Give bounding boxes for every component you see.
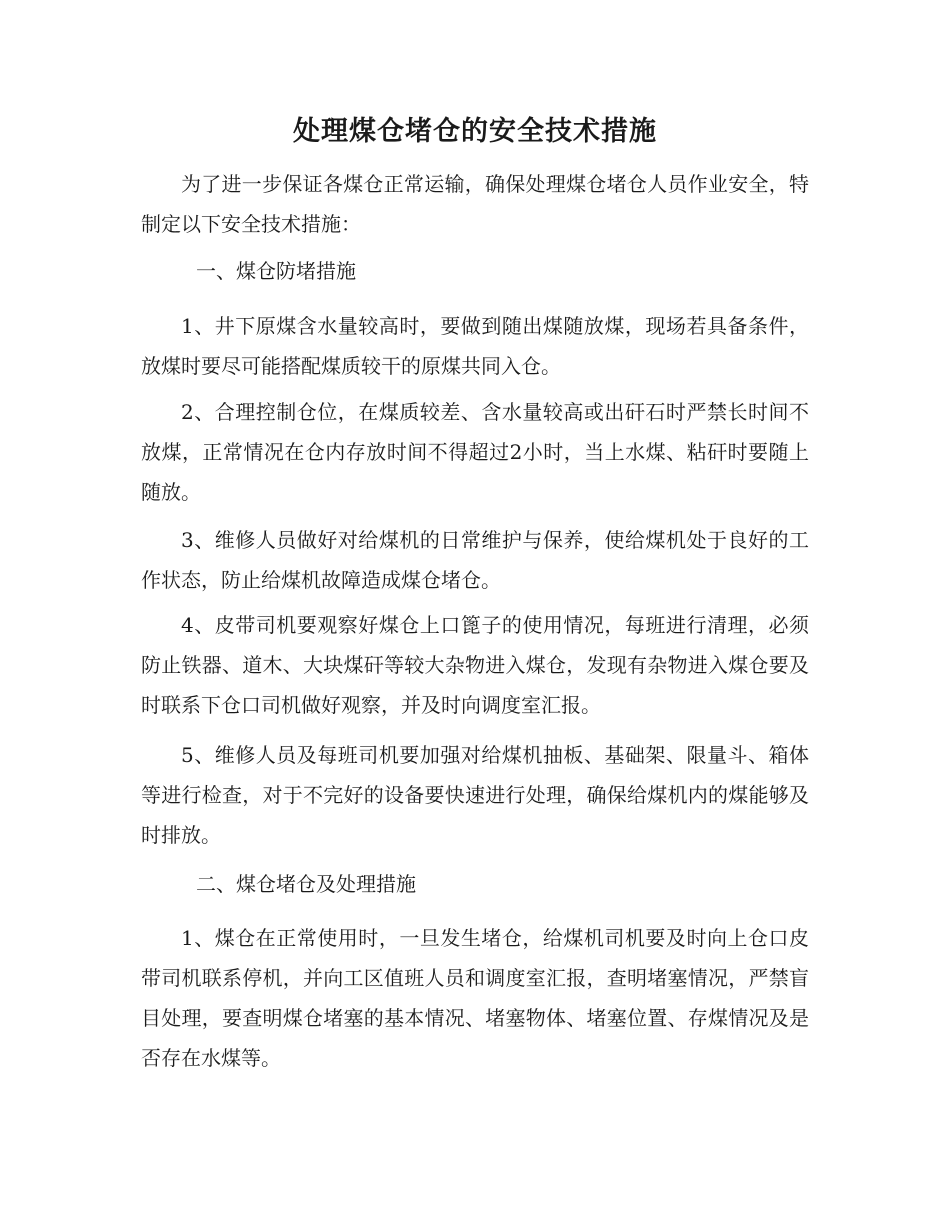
document-title: 处理煤仓堵仓的安全技术措施 — [293, 116, 657, 147]
list-item: 5、维修人员及每班司机要加强对给煤机抽板、基础架、限量斗、箱体等进行检查，对于不完好的设备要快速进行处理，确保给煤机内的煤能够及时排放。 — [141, 743, 809, 847]
list-item: 2、合理控制仓位，在煤质较差、含水量较高或出矸石时严禁长时间不放煤，正常情况在仓内存放时间不得超过2小时，当上水煤、粘矸时要随上随放。 — [141, 400, 809, 504]
intro-block — [141, 164, 809, 244]
section-heading-2: 二、煤仓堵仓及处理措施 — [196, 872, 416, 896]
section-heading-1: 一、煤仓防堵措施 — [196, 259, 356, 283]
section1-item2-block — [141, 392, 809, 512]
intro-paragraph: 为了进一步保证各煤仓正常运输，确保处理煤仓堵仓人员作业安全，特制定以下安全技术措施： — [141, 172, 809, 236]
section2-heading-block — [141, 864, 809, 904]
section1-item3-block — [141, 520, 809, 600]
section1-item1-block — [141, 306, 809, 386]
section1-heading-block — [141, 251, 809, 291]
list-item: 4、皮带司机要观察好煤仓上口篦子的使用情况，每班进行清理，必须防止铁器、道木、大块煤矸等较大杂物进入煤仓，发现有杂物进入煤仓要及时联系下仓口司机做好观察，并及时向调度室汇报。 — [141, 613, 809, 717]
section2-item1-block — [141, 918, 809, 1078]
list-item: 1、井下原煤含水量较高时，要做到随出煤随放煤，现场若具备条件，放煤时要尽可能搭配煤质较干的原煤共同入仓。 — [141, 314, 809, 378]
list-item: 1、煤仓在正常使用时，一旦发生堵仓，给煤机司机要及时向上仓口皮带司机联系停机，并向工区值班人员和调度室汇报，查明堵塞情况，严禁盲目处理，要查明煤仓堵塞的基本情况、堵塞物体、堵塞位置、存煤情况及是否存在水煤等。 — [141, 926, 809, 1070]
section1-item5-block — [141, 735, 809, 855]
section1-item4-block — [141, 605, 809, 725]
list-item: 3、维修人员做好对给煤机的日常维护与保养，使给煤机处于良好的工作状态，防止给煤机故障造成煤仓堵仓。 — [141, 528, 809, 592]
